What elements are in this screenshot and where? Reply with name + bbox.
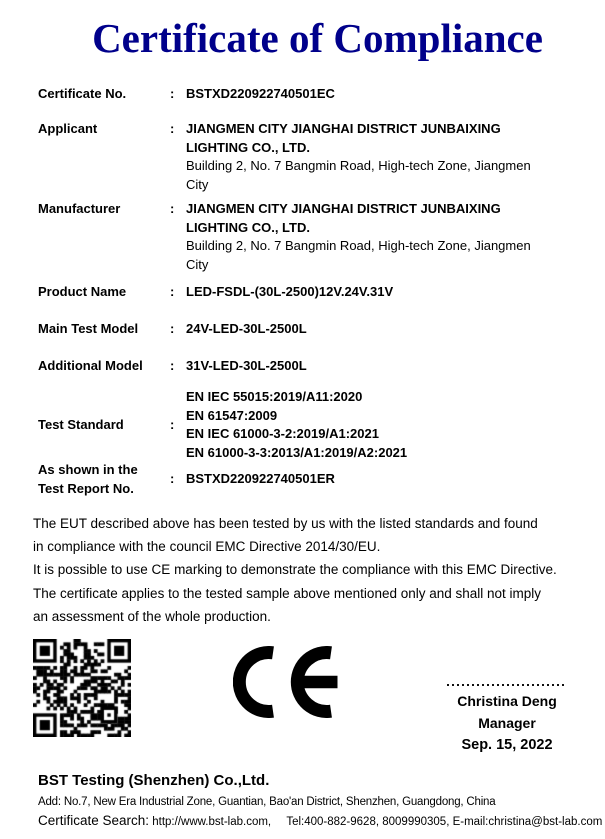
colon-separator: : (170, 86, 175, 101)
applicant-address-line: City (186, 176, 209, 192)
colon-separator: : (170, 284, 175, 299)
field-additional-model (38, 357, 577, 376)
field-manufacturer (38, 200, 577, 274)
signatory-name: Christina Deng (457, 693, 557, 709)
manufacturer-value (186, 200, 577, 274)
field-main-test-model (38, 320, 577, 339)
manufacturer-address-line: Building 2, No. 7 Bangmin Road, High-tech Zone, Jiangmen (186, 238, 531, 253)
statement-line: in compliance with the council EMC Directive 2014/30/EU. (33, 539, 381, 555)
field-label: Certificate No. (38, 86, 127, 101)
manufacturer-name-line: JIANGMEN CITY JIANGHAI DISTRICT JUNBAIXING (186, 201, 501, 216)
product-name-value: LED-FSDL-(30L-2500)12V.24V.31V (186, 284, 394, 299)
field-product-name (38, 283, 577, 302)
colon-separator: : (170, 201, 175, 216)
test-standard-item: EN 61547:2009 (186, 407, 278, 423)
field-test-standard (38, 388, 577, 462)
footer-contact-line (38, 813, 602, 828)
field-label-line: As shown in the (38, 462, 138, 477)
field-test-report-no (38, 461, 577, 498)
test-standard-list (186, 388, 577, 462)
applicant-value (186, 120, 577, 194)
test-standard-item: EN 61000-3-3:2013/A1:2019/A2:2021 (186, 444, 408, 460)
manufacturer-address-line: City (186, 256, 209, 272)
colon-separator: : (170, 121, 175, 136)
colon-separator: : (170, 321, 175, 336)
signatory-role: Manager (478, 715, 536, 731)
signature-block (426, 684, 588, 756)
signature-line (447, 684, 567, 686)
statement-line: an assessment of the whole production. (33, 608, 271, 624)
colon-separator: : (170, 416, 175, 432)
additional-model-value: 31V-LED-30L-2500L (186, 358, 307, 373)
field-label: Product Name (38, 284, 127, 299)
website-url: http://www.bst-lab.com, (152, 816, 272, 828)
test-standard-item: EN IEC 61000-3-2:2019/A1:2021 (186, 426, 379, 441)
field-label: Main Test Model (38, 321, 139, 336)
field-label: Additional Model (38, 358, 143, 373)
applicant-name-line: JIANGMEN CITY JIANGHAI DISTRICT JUNBAIXING (186, 121, 501, 136)
compliance-statement (33, 512, 581, 628)
phone-email: Tel:400-882-9628, 8009990305, E-mail:christina@bst-lab.com (286, 816, 603, 828)
field-label: Manufacturer (38, 201, 121, 216)
test-standard-item: EN IEC 55015:2019/A11:2020 (186, 389, 363, 404)
applicant-address-line: Building 2, No. 7 Bangmin Road, High-tech Zone, Jiangmen (186, 158, 531, 173)
colon-separator: : (170, 471, 175, 487)
statement-line: The EUT described above has been tested by us with the listed standards and found (33, 516, 538, 531)
main-test-model-value: 24V-LED-30L-2500L (186, 321, 307, 336)
field-certificate-no (38, 85, 577, 104)
field-label: Applicant (38, 121, 98, 136)
statement-line: It is possible to use CE marking to demonstrate the compliance with this EMC Directive. (33, 562, 557, 578)
issue-date: Sep. 15, 2022 (461, 737, 553, 753)
ce-mark-icon (233, 646, 339, 718)
certificate-number: BSTXD220922740501EC (186, 86, 335, 101)
field-label (38, 461, 170, 498)
statement-line: The certificate applies to the tested sample above mentioned only and shall not imply (33, 585, 542, 601)
test-report-number: BSTXD220922740501ER (186, 471, 335, 487)
manufacturer-name-line: LIGHTING CO., LTD. (186, 219, 310, 235)
certificate-search-label: Certificate Search: (38, 813, 150, 828)
footer-company-name: BST Testing (Shenzhen) Co.,Ltd. (38, 772, 270, 789)
field-applicant (38, 120, 577, 194)
qr-code-icon (33, 639, 131, 737)
colon-separator: : (170, 358, 175, 373)
page-title: Certificate of Compliance (92, 15, 543, 61)
field-label: Test Standard (38, 416, 124, 432)
applicant-name-line: LIGHTING CO., LTD. (186, 139, 310, 155)
field-label-line: Test Report No. (38, 480, 134, 496)
footer-address: Add: No.7, New Era Industrial Zone, Guantian, Bao'an District, Shenzhen, Guangdong, China (38, 796, 496, 808)
